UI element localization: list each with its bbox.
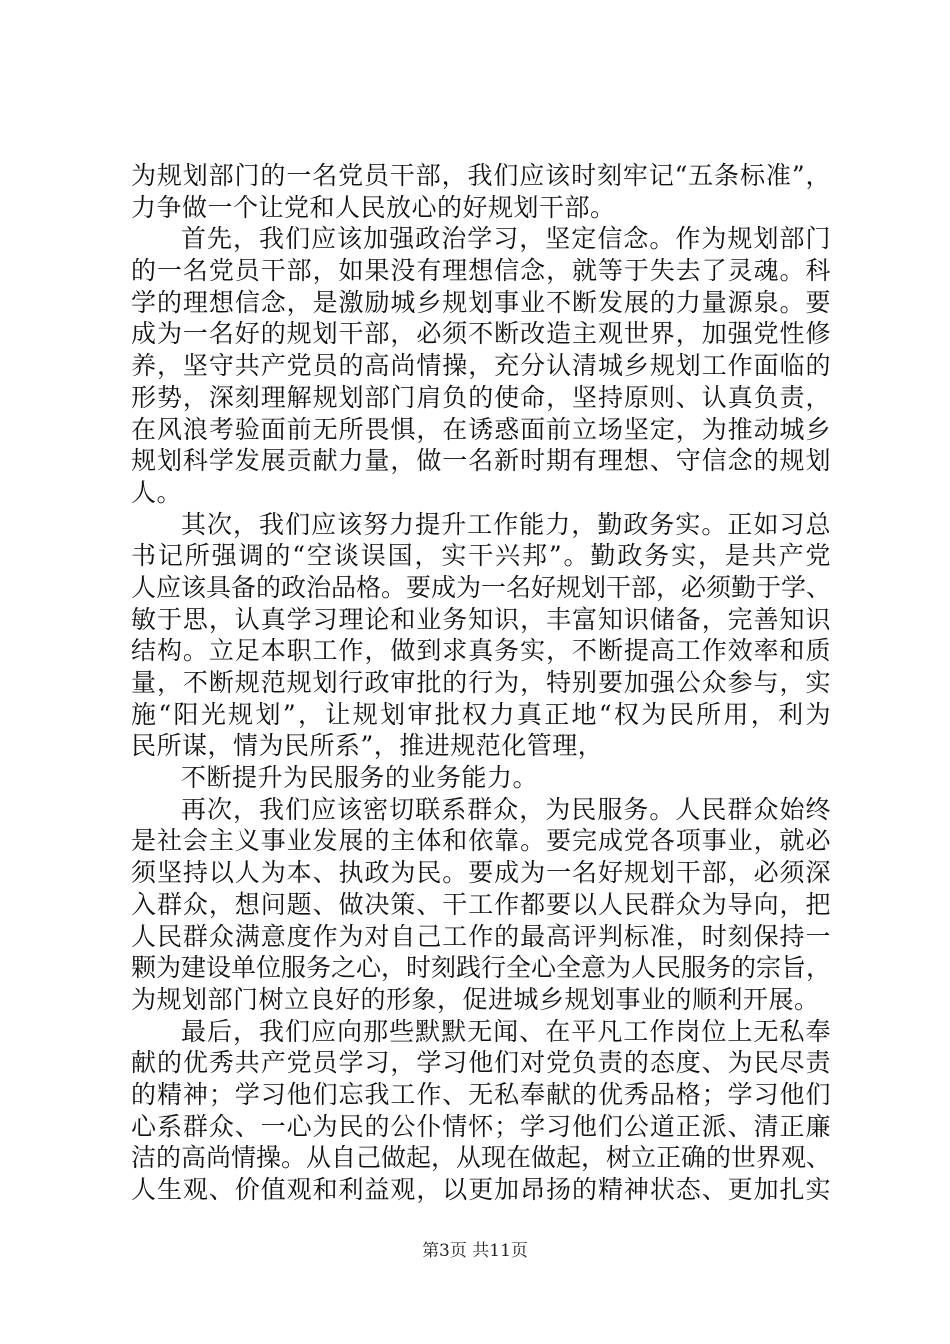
text-line: 为规划部门的一名党员干部，我们应该时刻牢记“五条标准”， [131,161,831,190]
text-line: 首先，我们应该加强政治学习，坚定信念。作为规划部门 [181,224,831,254]
text-line: 人生观、价值观和利益观，以更加昂扬的精神状态、更加扎实 [131,1175,831,1204]
text-line: 洁的高尚情操。从自己做起，从现在做起，树立正确的世界观、 [131,1143,832,1173]
text-line: 成为一名好的规划干部，必须不断改造主观世界，加强党性修 [131,319,831,349]
text-line: 人。 [131,477,183,507]
text-line: 入群众，想问题、做决策、干工作都要以人民群众为导向，把 [131,889,831,919]
text-line: 敏于思，认真学习理论和业务知识，丰富知识储备，完善知识 [131,604,831,634]
page-footer: 第3页 共11页 [422,1241,528,1261]
text-line: 施“阳光规划”，让规划审批权力真正地“权为民所用，利为 [131,699,831,729]
text-line: 颗为建设单位服务之心，时刻践行全心全意为人民服务的宗旨， [131,953,832,983]
text-line: 最后，我们应向那些默默无闻、在平凡工作岗位上无私奉 [181,1016,831,1046]
text-line: 民所谋，情为民所系”，推进规范化管理， [131,731,604,761]
text-line: 的精神；学习他们忘我工作、无私奉献的优秀品格；学习他们 [131,1079,831,1109]
text-line: 规划科学发展贡献力量，做一名新时期有理想、守信念的规划 [131,446,831,476]
text-line: 人民群众满意度作为对自己工作的最高评判标准，时刻保持一 [131,921,831,951]
text-line: 献的优秀共产党员学习，学习他们对党负责的态度、为民尽责 [131,1048,831,1078]
text-line: 量，不断规范规划行政审批的行为，特别要加强公众参与，实 [131,668,831,697]
text-line: 是社会主义事业发展的主体和依靠。要完成党各项事业，就必 [131,826,831,856]
text-line: 其次，我们应该努力提升工作能力，勤政务实。正如习总 [181,509,831,539]
text-line: 的一名党员干部，如果没有理想信念，就等于失去了灵魂。科 [131,256,831,286]
text-line: 学的理想信念，是激励城乡规划事业不断发展的力量源泉。要 [131,287,831,317]
text-line: 力争做一个让党和人民放心的好规划干部。 [131,192,616,222]
text-line: 不断提升为民服务的业务能力。 [181,763,539,793]
text-line: 养，坚守共产党员的高尚情操，充分认清城乡规划工作面临的 [131,351,831,381]
body-text [131,160,831,1206]
text-line: 心系群众、一心为民的公仆情怀；学习他们公道正派、清正廉 [131,1111,831,1141]
text-line: 再次，我们应该密切联系群众，为民服务。人民群众始终 [181,794,831,824]
text-line: 结构。立足本职工作，做到求真务实，不断提高工作效率和质 [131,636,831,666]
text-line: 在风浪考验面前无所畏惧，在诱惑面前立场坚定，为推动城乡 [131,414,831,444]
text-line: 形势，深刻理解规划部门肩负的使命，坚持原则、认真负责， [131,382,831,412]
text-line: 人应该具备的政治品格。要成为一名好规划干部，必须勤于学、 [131,572,832,602]
text-line: 书记所强调的“空谈误国，实干兴邦”。勤政务实，是共产党 [131,541,831,571]
text-line: 须坚持以人为本、执政为民。要成为一名好规划干部，必须深 [131,858,831,888]
text-line: 为规划部门树立良好的形象，促进城乡规划事业的顺利开展。 [131,984,820,1014]
